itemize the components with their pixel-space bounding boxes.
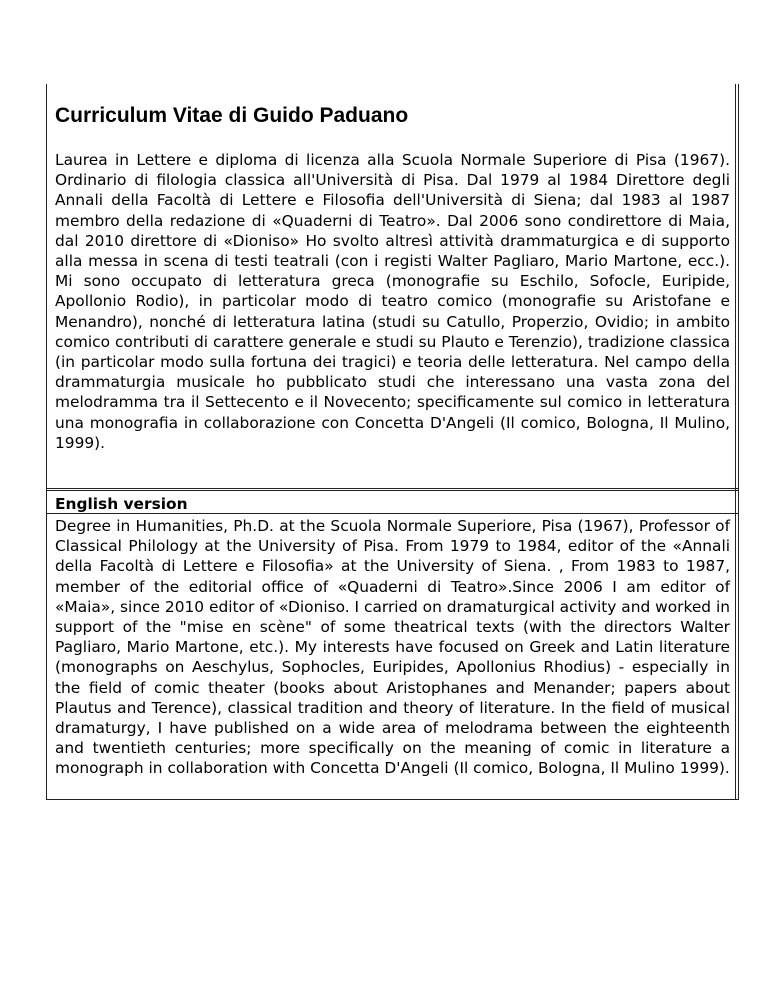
english-biography: Degree in Humanities, Ph.D. at the Scuola Normale Superiore, Pisa (1967), Professor of Classical Philology at the University of Pisa. From 1979 to 1984, editor of the «Annali della Facoltà di Lettere e Filosofia» at the University of Siena. , From 1983 to 1987, member of the editorial office of «Quaderni di Teatro».Since 2006 I am editor of «Maia», since 2010 editor of «Dioniso. I carried on dramaturgical activity and worked in support of the "mise en scène" of some theatrical texts (with the directors Walter Pagliaro, Mario Martone, etc.). My interests have focused on Greek and Latin literature (monographs on Aeschylus, Sophocles, Euripides, Apollonius Rhodius) - especially in the field of comic theater (books about Aristophanes and Menander; papers about Plautus and Terence), classical tradition and theory of literature. In the field of musical dramaturgy, I have published on a wide area of melodrama between the eighteenth and twentieth centuries; more specifically on the meaning of comic in literature a monograph in collaboration with Concetta D'Angeli (Il comico, Bologna, Il Mulino 1999). [55,517,730,778]
table-right-border-outer [738,84,739,800]
page-title: Curriculum Vitae di Guido Paduano [55,104,409,127]
row-divider-top [46,488,739,489]
row-divider-heading [46,490,739,491]
english-version-heading: English version [55,495,188,513]
italian-biography: Laurea in Lettere e diploma di licenza alla Scuola Normale Superiore di Pisa (1967). Ordinario di filologia classica all'Università di Pisa. Dal 1979 al 1984 Direttore degli Annali della Facoltà di Lettere e Filosofia dell'Università di Siena; dal 1983 al 1987 membro della redazione di «Quaderni di Teatro». Dal 2006 sono condirettore di Maia, dal 2010 direttore di «Dioniso» Ho svolto altresì attività drammaturgica e di supporto alla messa in scena di testi teatrali (con i registi Walter Pagliaro, Mario Martone, ecc.). Mi sono occupato di letteratura greca (monografie su Eschilo, Sofocle, Euripide, Apollonio Rodio), in particolar modo di teatro comico (monografie su Aristofane e Menandro), nonché di letteratura latina (studi su Catullo, Properzio, Ovidio; in ambito comico contributi di carattere generale e studi su Plauto e Terenzio), tradizione classica (in particolar modo sulla fortuna dei tragici) e teoria delle letteratura. Nel campo della drammaturgia musicale ho pubblicato studi che interessano una vasta zona del melodramma tra il Settecento e il Novecento; specificamente sul comico in letteratura una monografia in collaborazione con Concetta D'Angeli (Il comico, Bologna, Il Mulino, 1999). [55,151,730,452]
table-left-border [46,84,47,800]
table-bottom-border [46,799,739,800]
table-right-border-inner [735,84,736,800]
